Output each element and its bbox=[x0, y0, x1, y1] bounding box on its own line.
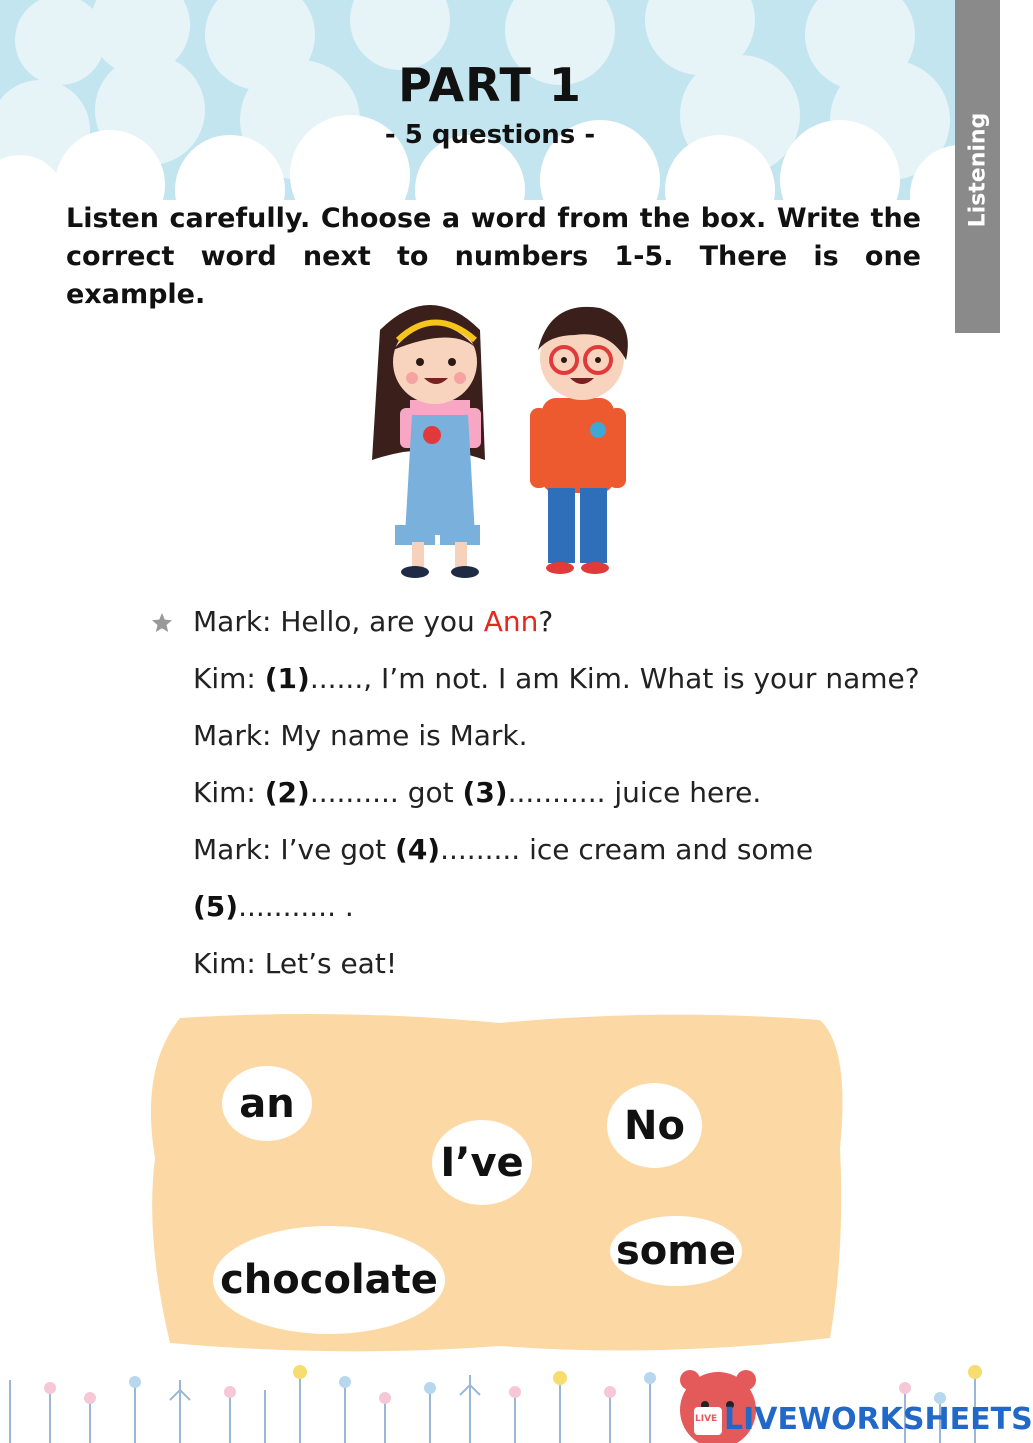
dialog-line-5 bbox=[193, 890, 354, 923]
blank-number-1: (1) bbox=[264, 662, 310, 695]
example-answer: Ann bbox=[483, 605, 539, 638]
word-option-no[interactable]: No bbox=[607, 1083, 702, 1168]
blank-number-5: (5) bbox=[193, 890, 239, 923]
dialog-line-1: Kim: (1)......, I’m not. I am Kim. What is your name? bbox=[193, 662, 920, 695]
page-title: PART 1 bbox=[398, 58, 582, 112]
logo-badge-icon: LIVE bbox=[694, 1407, 722, 1435]
word-option-chocolate[interactable]: chocolate bbox=[213, 1226, 445, 1334]
word-option-some[interactable]: some bbox=[610, 1216, 742, 1286]
dialog-line-example: Mark: Hello, are you Ann? bbox=[193, 605, 554, 638]
word-option-an[interactable]: an bbox=[222, 1066, 312, 1141]
side-tab-label: Listening bbox=[965, 112, 990, 228]
liveworksheets-logo: LIVE LIVEWORKSHEETS bbox=[695, 1402, 1033, 1437]
instructions: Listen carefully. Choose a word from the box. Write the correct word next to numbers 1-5. There is one example. bbox=[66, 203, 921, 310]
answer-blank-4[interactable]: ......... ice cream and some bbox=[440, 833, 814, 866]
page-subtitle: - 5 questions - bbox=[384, 120, 596, 150]
girl-figure bbox=[372, 305, 485, 578]
boy-figure bbox=[530, 307, 628, 574]
word-box bbox=[140, 1008, 850, 1358]
side-tab bbox=[955, 0, 1000, 333]
blank-number-3: (3) bbox=[462, 776, 508, 809]
dialog-line-mark: Mark: My name is Mark. bbox=[193, 719, 528, 752]
answer-blank-3[interactable]: ........... juice here. bbox=[507, 776, 762, 809]
blank-number-2: (2) bbox=[264, 776, 310, 809]
kids-illustration bbox=[360, 290, 650, 590]
blank-number-4: (4) bbox=[395, 833, 441, 866]
dialog-line-end: Kim: Let’s eat! bbox=[193, 947, 398, 980]
answer-blank-5[interactable]: ........... . bbox=[238, 890, 354, 923]
word-option-ive[interactable]: I’ve bbox=[432, 1120, 532, 1205]
dialog-line-4: Mark: I’ve got (4)......... ice cream and some bbox=[193, 833, 814, 866]
dialog-line-2-3: Kim: (2).......... got (3)........... juice here. bbox=[193, 776, 762, 809]
answer-blank-1[interactable]: ......, I’m not. I am Kim. What is your name? bbox=[309, 662, 920, 695]
star-icon bbox=[150, 611, 174, 635]
answer-blank-2[interactable]: .......... got bbox=[309, 776, 463, 809]
sky-cloud-background bbox=[0, 0, 1000, 230]
